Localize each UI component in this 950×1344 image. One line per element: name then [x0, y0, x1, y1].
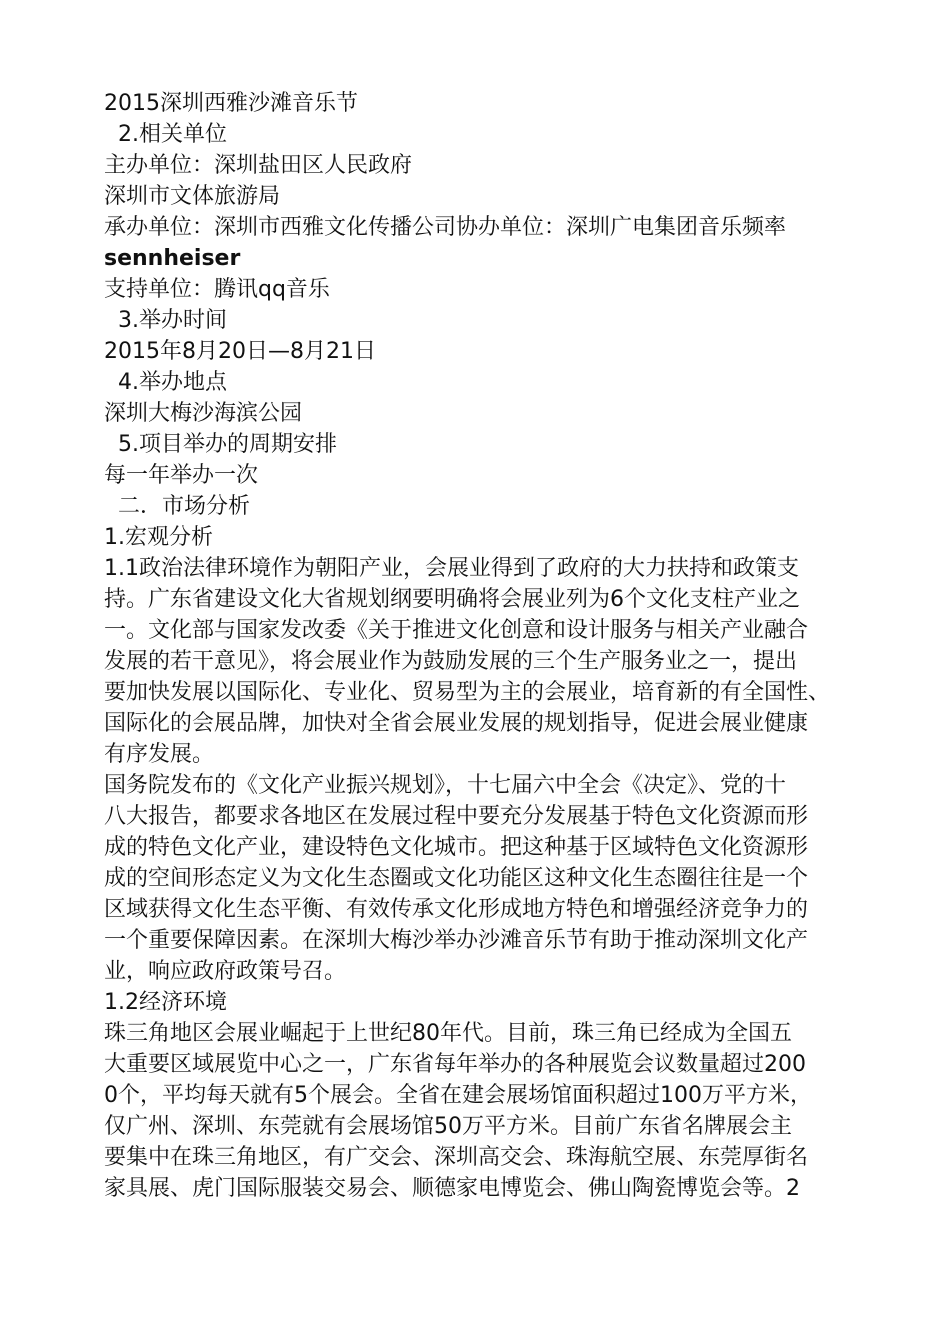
section-heading-macro-analysis: 1.宏观分析	[104, 525, 213, 550]
text-line: 国际化的会展品牌，加快对全省会展业发展的规划指导，促进会展业健康	[104, 711, 809, 736]
text-line: 承办单位：深圳市西雅文化传播公司协办单位：深圳广电集团音乐频率	[104, 215, 787, 240]
text-line: 发展的若干意见》，将会展业作为鼓励发展的三个生产服务业之一，提出	[104, 649, 798, 674]
text-line: 深圳大梅沙海滨公园	[104, 401, 303, 426]
text-line: 八大报告，都要求各地区在发展过程中要充分发展基于特色文化资源而形	[104, 804, 809, 829]
section-heading-market-analysis: 二．市场分析	[118, 494, 251, 519]
text-line: 要加快发展以国际化、专业化、贸易型为主的会展业，培育新的有全国性、	[104, 680, 831, 705]
text-line: 家具展、虎门国际服装交易会、顺德家电博览会、佛山陶瓷博览会等。2	[104, 1176, 800, 1201]
text-line: sennheiser	[104, 246, 241, 271]
section-heading-location: 4.举办地点	[118, 370, 227, 395]
section-heading-economic-environment: 1.2经济环境	[104, 990, 227, 1015]
text-line: 每一年举办一次	[104, 463, 259, 488]
section-heading-schedule: 5.项目举办的周期安排	[118, 432, 337, 457]
text-line: 成的空间形态定义为文化生态圈或文化功能区这种文化生态圈往往是一个	[104, 866, 809, 891]
text-line: 支持单位：腾讯qq音乐	[104, 277, 330, 302]
text-line: 大重要区域展览中心之一，广东省每年举办的各种展览会议数量超过200	[104, 1052, 806, 1077]
text-line: 国务院发布的《文化产业振兴规划》，十七届六中全会《决定》、党的十	[104, 773, 787, 798]
text-line: 深圳市文体旅游局	[104, 184, 281, 209]
text-line: 一。文化部与国家发改委《关于推进文化创意和设计服务与相关产业融合	[104, 618, 809, 643]
text-line: 0个，平均每天就有5个展会。全省在建会展场馆面积超过100万平方米，	[104, 1083, 812, 1108]
text-line: 1.1政治法律环境作为朝阳产业，会展业得到了政府的大力扶持和政策支	[104, 556, 799, 581]
text-line: 一个重要保障因素。在深圳大梅沙举办沙滩音乐节有助于推动深圳文化产	[104, 928, 809, 953]
section-heading-time: 3.举办时间	[118, 308, 227, 333]
text-line: 业，响应政府政策号召。	[104, 959, 347, 984]
text-line: 成的特色文化产业，建设特色文化城市。把这种基于区域特色文化资源形	[104, 835, 809, 860]
text-line: 主办单位：深圳盐田区人民政府	[104, 153, 413, 178]
text-line: 持。广东省建设文化大省规划纲要明确将会展业列为6个文化支柱产业之	[104, 587, 800, 612]
text-line: 要集中在珠三角地区，有广交会、深圳高交会、珠海航空展、东莞厚街名	[104, 1145, 809, 1170]
section-heading-related-units: 2.相关单位	[118, 122, 227, 147]
event-title: 2015深圳西雅沙滩音乐节	[104, 91, 358, 116]
text-line: 有序发展。	[104, 742, 215, 767]
text-line: 区域获得文化生态平衡、有效传承文化形成地方特色和增强经济竞争力的	[104, 897, 809, 922]
text-line: 2015年8月20日—8月21日	[104, 339, 376, 364]
document-body	[104, 88, 864, 1204]
text-line: 珠三角地区会展业崛起于上世纪80年代。目前，珠三角已经成为全国五	[104, 1021, 792, 1046]
text-line: 仅广州、深圳、东莞就有会展场馆50万平方米。目前广东省名牌展会主	[104, 1114, 792, 1139]
